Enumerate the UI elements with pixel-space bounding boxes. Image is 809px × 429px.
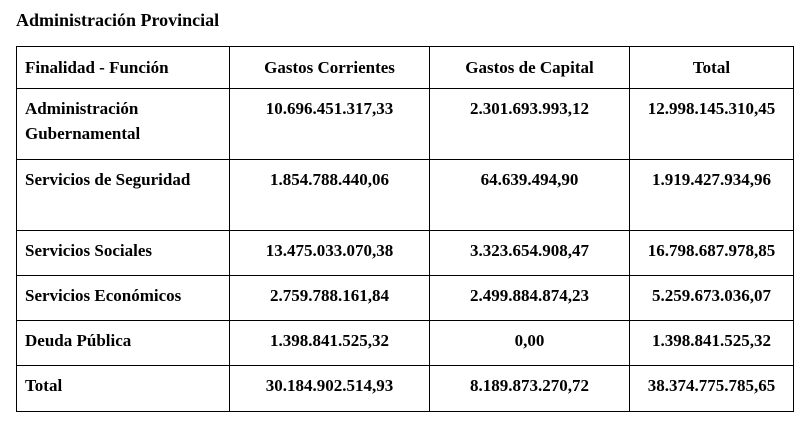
cell-gastos-corrientes: 1.398.841.525,32 bbox=[230, 321, 430, 366]
cell-total: 16.798.687.978,85 bbox=[630, 231, 794, 276]
cell-total: 1.919.427.934,96 bbox=[630, 160, 794, 231]
cell-gastos-capital: 2.499.884.874,23 bbox=[430, 276, 630, 321]
cell-total: 12.998.145.310,45 bbox=[630, 89, 794, 160]
header-total: Total bbox=[630, 47, 794, 89]
table-row bbox=[17, 89, 794, 160]
cell-gastos-capital: 2.301.693.993,12 bbox=[430, 89, 630, 160]
row-label: Servicios Sociales bbox=[17, 231, 230, 276]
budget-table bbox=[16, 46, 794, 412]
header-gastos-corrientes: Gastos Corrientes bbox=[230, 47, 430, 89]
table-row bbox=[17, 160, 794, 231]
table-row bbox=[17, 231, 794, 276]
cell-gastos-corrientes: 1.854.788.440,06 bbox=[230, 160, 430, 231]
cell-gastos-corrientes: 10.696.451.317,33 bbox=[230, 89, 430, 160]
cell-gastos-corrientes: 13.475.033.070,38 bbox=[230, 231, 430, 276]
cell-gastos-capital: 64.639.494,90 bbox=[430, 160, 630, 231]
cell-gastos-capital: 0,00 bbox=[430, 321, 630, 366]
row-label: Total bbox=[17, 366, 230, 412]
table-header-row bbox=[17, 47, 794, 89]
row-label: Deuda Pública bbox=[17, 321, 230, 366]
table-total-row bbox=[17, 366, 794, 412]
cell-total: 1.398.841.525,32 bbox=[630, 321, 794, 366]
cell-total: 5.259.673.036,07 bbox=[630, 276, 794, 321]
cell-gastos-capital: 8.189.873.270,72 bbox=[430, 366, 630, 412]
cell-gastos-corrientes: 2.759.788.161,84 bbox=[230, 276, 430, 321]
header-gastos-capital: Gastos de Capital bbox=[430, 47, 630, 89]
row-label: Servicios Económicos bbox=[17, 276, 230, 321]
cell-gastos-corrientes: 30.184.902.514,93 bbox=[230, 366, 430, 412]
table-row bbox=[17, 321, 794, 366]
header-finalidad-funcion: Finalidad - Función bbox=[17, 47, 230, 89]
cell-total: 38.374.775.785,65 bbox=[630, 366, 794, 412]
cell-gastos-capital: 3.323.654.908,47 bbox=[430, 231, 630, 276]
document-title: Administración Provincial bbox=[16, 10, 220, 30]
table-row bbox=[17, 276, 794, 321]
row-label: Servicios de Seguridad bbox=[17, 160, 230, 231]
row-label: Administración Gubernamental bbox=[17, 89, 230, 160]
